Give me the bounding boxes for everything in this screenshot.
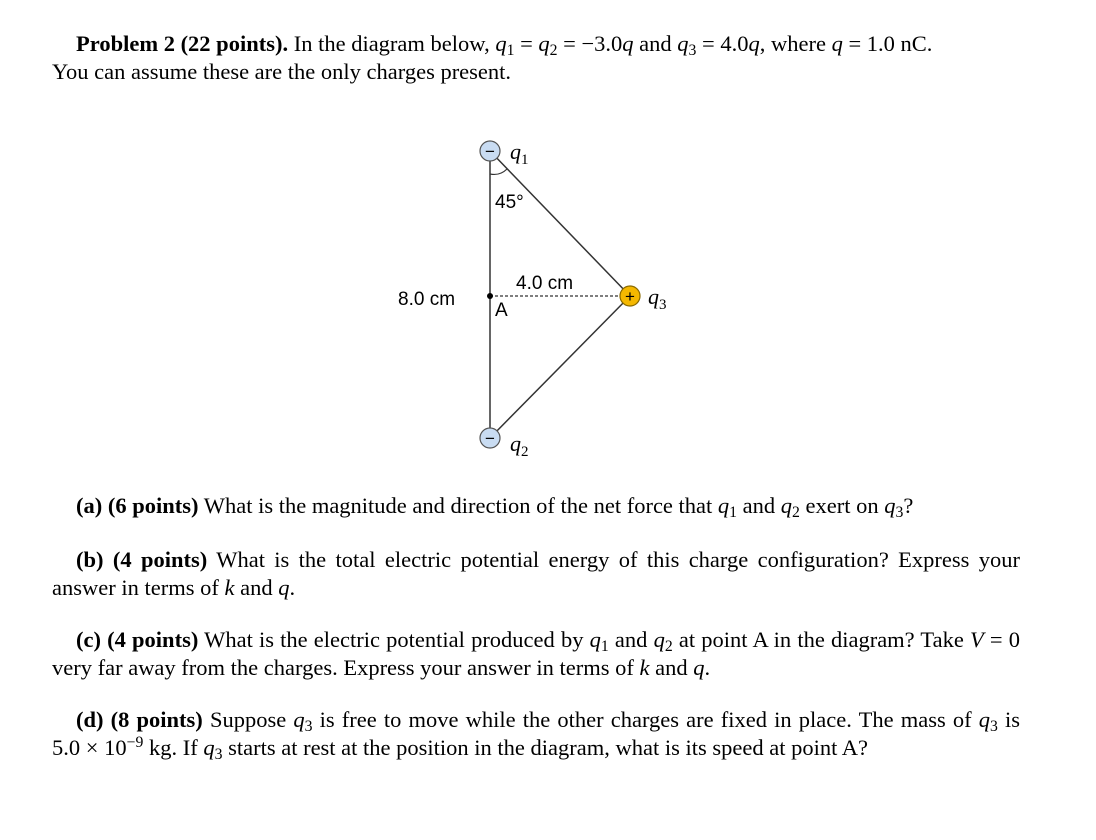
- intro-text: In the diagram below,: [293, 31, 490, 56]
- q1-label: $q_1$: [510, 139, 529, 168]
- part-a-text-3: exert on: [805, 493, 879, 518]
- part-b-label: (b) (4 points): [76, 547, 208, 572]
- part-d-text-5: starts at rest at the position in the diagram, what is its speed at point A?: [228, 735, 868, 760]
- part-d-text-1: Suppose: [209, 707, 287, 732]
- q2-q3-line: [490, 296, 630, 438]
- problem-title: Problem 2 (22 points).: [76, 31, 289, 56]
- part-a-text-1: What is the magnitude and direction of the net force that: [203, 493, 713, 518]
- q3-eq: = 4.0: [702, 31, 749, 56]
- part-a: (a) (6 points) What is the magnitude and direction of the net force that $q_1$ and $q_2$ exert on $q_3$?: [76, 493, 914, 521]
- q2-sign: −: [485, 429, 495, 448]
- angle-label: 45°: [495, 192, 524, 213]
- q1-charge: [480, 141, 500, 161]
- problem-statement: Problem 2 (22 points). In the diagram below, $q_1 = q_2 = -3.0q$ and $q_3 = 4.0q$, where q = 1.0 nC. You can assume these are the only charges present.: [52, 30, 1020, 86]
- part-d-text-3: is 5.0 × 10: [52, 707, 1021, 760]
- part-c: (c) (4 points) What is the electric potential produced by $q_1$ and $q_2$ at point A in the diagram? Take V = 0 very far away from the charges. Express your answer in terms of k and q.: [52, 627, 1021, 680]
- part-d-text-2: is free to move while the other charges are fixed in place. The mass of: [319, 707, 972, 732]
- vertical-distance-label: 8.0 cm: [398, 289, 456, 310]
- part-c-text-5: and: [655, 655, 688, 680]
- part-d-text-4: kg. If: [148, 735, 198, 760]
- q-eq: = 1.0 nC.: [848, 31, 933, 56]
- and-text: and: [639, 31, 672, 56]
- horizontal-distance-label: 4.0 cm: [516, 273, 574, 294]
- part-c-label: (c) (4 points): [76, 627, 199, 652]
- assumption-text: You can assume these are the only charges present.: [52, 59, 512, 84]
- part-d-exponent: −9: [126, 734, 144, 751]
- part-c-text-1: What is the electric potential produced by: [204, 627, 584, 652]
- q2-eq: = −3.0: [563, 31, 623, 56]
- part-d-label: (d) (8 points): [76, 707, 203, 732]
- point-a-dot: [487, 293, 493, 299]
- part-c-text-4: = 0 very far away from the charges. Express your answer in terms of: [52, 627, 1021, 680]
- q2-charge: [480, 428, 500, 448]
- part-b-text-1: What is the total electric potential energy of this charge configuration? Express your answer in terms of: [52, 547, 1021, 600]
- part-c-text-3: at point A in the diagram? Take: [678, 627, 964, 652]
- part-b-text-2: and: [240, 575, 273, 600]
- q1-sign: −: [485, 142, 495, 161]
- q3-charge: [620, 286, 640, 306]
- q2-label: $q_2$: [510, 431, 529, 460]
- part-c-text-2: and: [614, 627, 648, 652]
- q3-label: $q_3$: [648, 284, 667, 313]
- part-b: (b) (4 points) What is the total electric potential energy of this charge configuration? Express your answer in terms of k and q.: [52, 547, 1021, 600]
- q3-sign: +: [625, 287, 635, 306]
- part-a-label: (a) (6 points): [76, 493, 199, 518]
- point-a-label: A: [495, 300, 508, 321]
- part-a-text-2: and: [742, 493, 776, 518]
- part-d: (d) (8 points) Suppose $q_3$ is free to move while the other charges are fixed in place. The mass of $q_3$ is $5.0 \times 10^{-9}$ kg. If $q_3$ starts at rest at the position in the diagram, what is its speed at point A?: [52, 707, 1021, 763]
- where-text: , where: [759, 31, 826, 56]
- q1-eq: =: [520, 31, 539, 56]
- angle-arc: [490, 169, 507, 174]
